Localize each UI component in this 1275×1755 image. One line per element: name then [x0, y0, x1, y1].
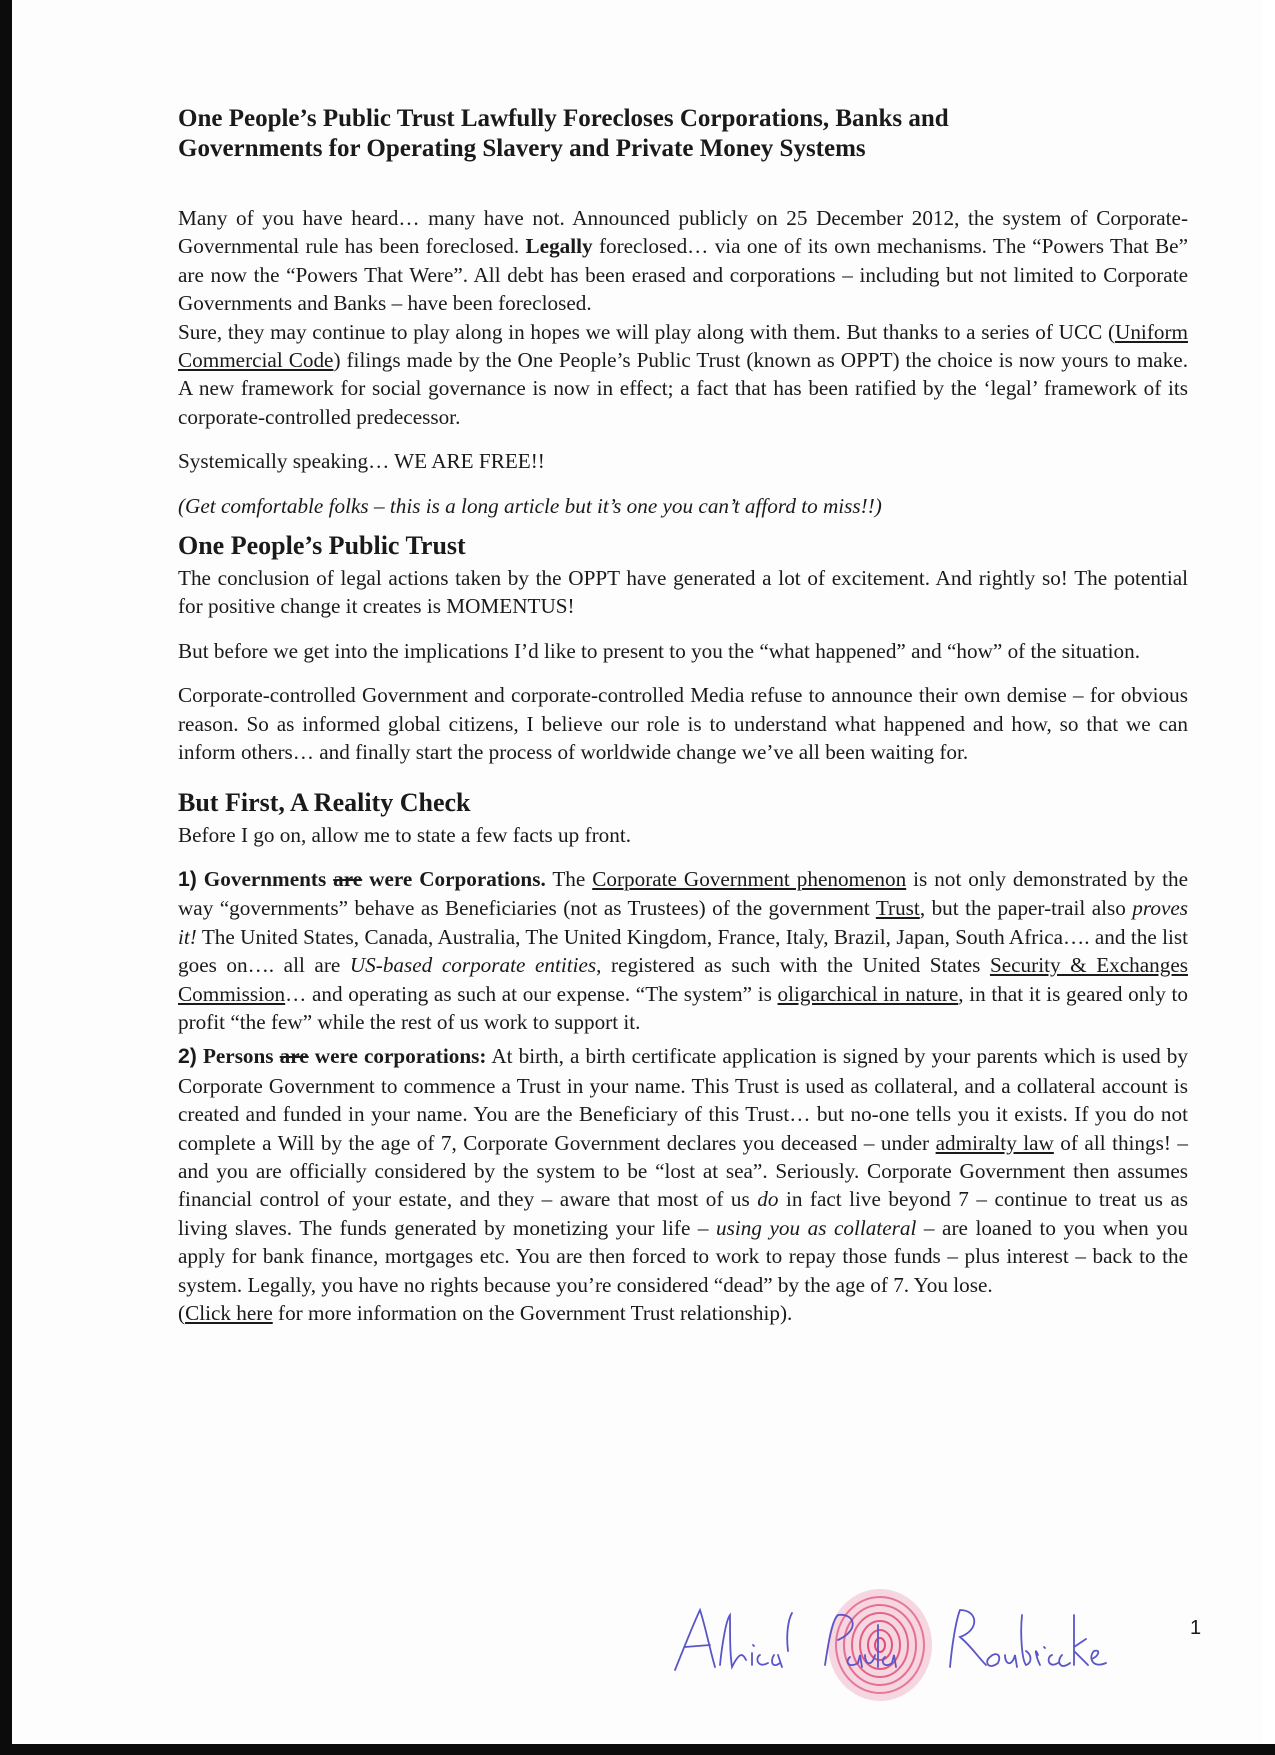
click-text: for more information on the Government Trust relationship).	[272, 1301, 793, 1325]
item1-text-5: , registered as such with the United States	[596, 953, 990, 978]
fingerprint-icon	[828, 1589, 932, 1701]
signature-with-fingerprint	[660, 1585, 1180, 1705]
intro-p1-text-b: foreclosed… via one of its own mechanisms. The “Powers That Be” are now the “Powers That Were”. All debt has been erased and corporations – including but not limited to Corporate Governments and Banks – have been foreclosed.	[178, 234, 1188, 316]
intro-p1-text-a: Many of you have heard… many have not. Announced publicly on 25 December 2012, the system of Corporate-Governmental rule has been foreclosed.	[178, 206, 1188, 259]
ucc-link[interactable]: Uniform Commercial Code	[178, 319, 1188, 373]
click-here-line	[178, 1299, 1188, 1327]
item1-text-1: The	[545, 866, 593, 891]
intro-paragraph-1	[178, 204, 1188, 318]
click-here-link[interactable]: Click here	[185, 1301, 273, 1325]
title-line-1: One People’s Public Trust Lawfully Forecloses Corporations, Banks and	[178, 105, 949, 132]
intro-paragraph-3: Systemically speaking… WE ARE FREE!!	[178, 449, 545, 474]
section-heading-reality-check: But First, A Reality Check	[178, 787, 471, 817]
title-line-2: Governments for Operating Slavery and Private Money Systems	[178, 135, 866, 162]
intro-paragraph-4	[178, 492, 1188, 520]
fact-item-1	[178, 865, 1188, 1036]
intro-p2-text-b: ) filings made by the One People’s Public Trust (known as OPPT) the choice is now yours to make. A new framework for social governance is now in effect; a fact that has been ratified by the ‘legal’ framework of its corporate-controlled predecessor.	[178, 348, 1189, 429]
fact-item-2	[178, 1042, 1188, 1299]
item1-text-3: , but the paper-trail also	[919, 896, 1133, 921]
item2-italic-1: do	[757, 1187, 779, 1212]
item1-struck-word: are	[333, 866, 363, 891]
item1-number: 1)	[178, 867, 197, 891]
item2-lead-a: Persons	[196, 1044, 280, 1069]
intro-p2-text-a: Sure, they may continue to play along in hopes we will play along with them. But thanks to a series of UCC (	[178, 319, 1116, 344]
item2-text-3: in fact live beyond 7 – continue to treat us as living slaves. The funds generated by monetizing your life –	[178, 1187, 1189, 1240]
item2-text-1: At birth, a birth certificate application is signed by your parents which is used by Corporate Government to commence a Trust in your name. This Trust is used as collateral, and a collateral account is created and funded in your name. You are the Beneficiary of this Trust… but no-one tells you it exists. If you do not complete a Will by the age of 7, Corporate Government declares you deceased – under	[178, 1044, 1188, 1155]
item2-struck-word: are	[279, 1044, 309, 1069]
admiralty-law-link[interactable]: admiralty law	[935, 1130, 1054, 1155]
scan-edge-left	[0, 0, 12, 1755]
item1-italic-1: proves it!	[178, 896, 1188, 949]
section1-paragraph-2: But before we get into the implications I’d like to present to you the “what happened” and “how” of the situation.	[178, 638, 1140, 663]
section1-paragraph-1: The conclusion of legal actions taken by the OPPT have generated a lot of excitement. And rightly so! The potential for positive change it creates is MOMENTUS!	[178, 566, 1188, 619]
item1-text-7: , in that it is geared only to profit “the few” while the rest of us work to support it.	[178, 981, 1188, 1034]
oligarchical-link[interactable]: oligarchical in nature	[777, 981, 959, 1006]
item1-text-4: The United States, Canada, Australia, The United Kingdom, France, Italy, Brazil, Japan, South Africa…. and the list goes on…. all are	[178, 924, 1188, 978]
item2-text-2: of all things! – and you are officially considered by the system to be “lost at sea”. Seriously. Corporate Government then assumes financial control of your estate, and they – aware that most of us	[178, 1130, 1188, 1212]
item1-lead-b: were Corporations.	[362, 866, 546, 891]
item2-number: 2)	[178, 1045, 197, 1069]
section1-paragraph-3: Corporate-controlled Government and corporate-controlled Media refuse to announce their own demise – for obvious reason. So as informed global citizens, I believe our role is to understand what happened and how, so that we can inform others… and finally start the process of worldwide change we’ve all been waiting for.	[178, 683, 1188, 765]
section-heading-oppt: One People’s Public Trust	[178, 531, 466, 561]
trust-link[interactable]: Trust	[875, 896, 920, 921]
scan-edge-bottom	[0, 1744, 1275, 1755]
document-title	[178, 104, 1188, 164]
item1-text-2: is not only demonstrated by the way “governments” behave as Beneficiaries (not as Trustees) of the government	[178, 866, 1189, 921]
item1-text-6: … and operating as such at our expense. “The system” is	[285, 981, 778, 1006]
document-body	[178, 104, 1188, 1327]
intro-p1-bold: Legally	[525, 234, 593, 259]
click-paren: (	[178, 1301, 186, 1325]
corporate-government-link[interactable]: Corporate Government phenomenon	[592, 866, 907, 891]
item2-italic-2: using you as collateral	[716, 1215, 917, 1240]
item2-text-4: – are loaned to you when you apply for bank finance, mortgages etc. You are then forced to work to repay those funds – plus interest – back to the system. Legally, you have no rights because you’re considered “dead” by the age of 7. You lose.	[178, 1215, 1188, 1297]
intro-paragraph-2	[178, 318, 1188, 432]
sec-link[interactable]: Security & Exchanges Commission	[178, 953, 1188, 1006]
item2-lead-b: were corporations:	[308, 1044, 487, 1069]
intro-p4-italic: (Get comfortable folks – this is a long article but it’s one you can’t afford to miss!!)	[178, 493, 882, 518]
section2-intro: Before I go on, allow me to state a few facts up front.	[178, 822, 632, 847]
item1-lead-a: Governments	[196, 866, 334, 891]
page-number: 1	[1190, 1617, 1202, 1639]
item1-italic-2: US-based corporate entities	[349, 953, 597, 978]
